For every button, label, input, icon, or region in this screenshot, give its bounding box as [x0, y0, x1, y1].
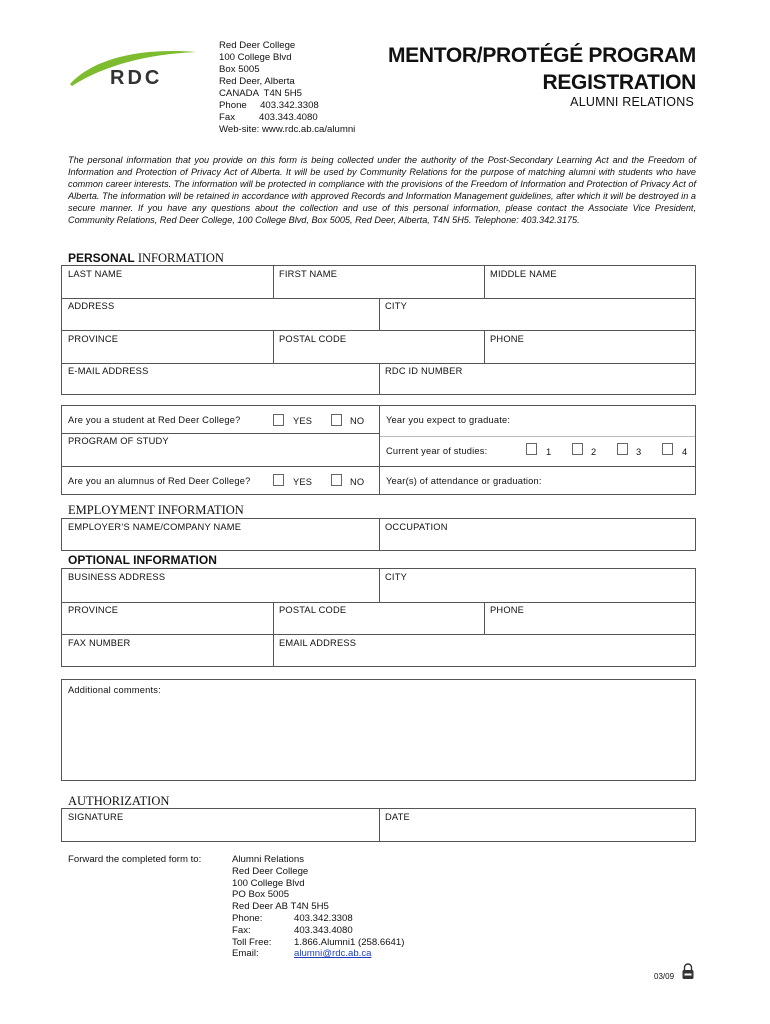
- alumnus-no-checkbox[interactable]: [331, 474, 342, 486]
- postal-code-field[interactable]: POSTAL CODE: [279, 334, 347, 344]
- personal-heading: [68, 251, 224, 266]
- address-line: Fax 403.343.4080: [219, 112, 318, 123]
- forward-email-row: [232, 948, 404, 960]
- year-4-label: 4: [682, 447, 688, 457]
- optional-heading: OPTIONAL INFORMATION: [68, 553, 217, 567]
- student-yes-checkbox[interactable]: [273, 414, 284, 426]
- rdc-id-field[interactable]: RDC ID NUMBER: [385, 366, 463, 376]
- additional-comments-label: Additional comments:: [68, 685, 161, 695]
- forward-address: [232, 854, 404, 960]
- graduation-year-field[interactable]: Year you expect to graduate:: [386, 415, 511, 425]
- year-4-checkbox[interactable]: [662, 443, 673, 455]
- business-city-field[interactable]: CITY: [385, 572, 407, 582]
- forward-email-key: Email:: [232, 948, 259, 960]
- business-address-field[interactable]: BUSINESS ADDRESS: [68, 572, 166, 582]
- forward-fax-value: 403.343.4080: [294, 924, 353, 936]
- optional-info-table: [61, 568, 696, 667]
- address-line: 100 College Blvd: [219, 52, 292, 63]
- year-2-label: 2: [591, 447, 597, 457]
- forward-tollfree-key: Toll Free:: [232, 936, 272, 948]
- forward-line: Alumni Relations: [232, 854, 304, 865]
- address-line: Red Deer, Alberta: [219, 76, 295, 87]
- current-year-question: Current year of studies:: [386, 446, 488, 456]
- forward-line: 100 College Blvd: [232, 877, 305, 889]
- is-alumnus-question: Are you an alumnus of Red Deer College?: [68, 476, 251, 486]
- fax-number-field[interactable]: FAX NUMBER: [68, 638, 131, 648]
- address-line: CANADA T4N 5H5: [219, 88, 302, 99]
- lock-icon: [681, 962, 695, 980]
- form-title: [388, 42, 696, 96]
- year-3-label: 3: [636, 447, 642, 457]
- student-no-label: NO: [350, 416, 365, 426]
- program-of-study-field[interactable]: PROGRAM OF STUDY: [68, 436, 169, 446]
- city-field[interactable]: CITY: [385, 301, 407, 311]
- signature-field[interactable]: SIGNATURE: [68, 812, 124, 822]
- form-subtitle: ALUMNI RELATIONS: [570, 95, 694, 109]
- phone-field[interactable]: PHONE: [490, 334, 525, 344]
- middle-name-field[interactable]: MIDDLE NAME: [490, 269, 557, 279]
- address-line: Phone 403.342.3308: [219, 100, 319, 111]
- additional-comments-box[interactable]: [61, 679, 696, 781]
- forward-line: PO Box 5005: [232, 889, 290, 901]
- college-address: [219, 40, 355, 136]
- is-student-question: Are you a student at Red Deer College?: [68, 415, 241, 425]
- forward-line: Red Deer AB T4N 5H5: [232, 901, 329, 913]
- business-email-field[interactable]: EMAIL ADDRESS: [279, 638, 357, 648]
- year-3-checkbox[interactable]: [617, 443, 628, 455]
- address-line: Box 5005: [219, 64, 260, 75]
- logo-text: RDC: [110, 67, 163, 89]
- alumnus-yes-checkbox[interactable]: [273, 474, 284, 486]
- year-2-checkbox[interactable]: [572, 443, 583, 455]
- alumnus-yes-label: YES: [293, 477, 313, 487]
- forward-label: Forward the completed form to:: [68, 854, 202, 865]
- forward-tollfree-row: [232, 937, 404, 949]
- personal-heading-rest: INFORMATION: [134, 251, 224, 265]
- personal-info-table: [61, 265, 696, 395]
- employment-heading: EMPLOYMENT INFORMATION: [68, 503, 244, 517]
- student-yes-label: YES: [293, 416, 313, 426]
- student-status-table: [61, 405, 696, 495]
- title-line-1: MENTOR/PROTÉGÉ PROGRAM: [387, 44, 696, 67]
- forward-line: Red Deer College: [232, 865, 309, 877]
- form-code: 03/09: [654, 972, 675, 981]
- forward-phone-value: 403.342.3308: [294, 912, 353, 924]
- personal-heading-bold: PERSONAL: [68, 251, 135, 265]
- forward-email-link[interactable]: alumni@rdc.ab.ca: [294, 948, 372, 960]
- address-line: Red Deer College: [219, 40, 296, 51]
- first-name-field[interactable]: FIRST NAME: [279, 269, 338, 279]
- authorization-heading: AUTHORIZATION: [68, 794, 170, 808]
- address-line: Web-site: www.rdc.ab.ca/alumni: [219, 124, 356, 135]
- business-province-field[interactable]: PROVINCE: [68, 605, 119, 615]
- address-field[interactable]: ADDRESS: [68, 301, 115, 311]
- year-1-checkbox[interactable]: [526, 443, 537, 455]
- business-postal-code-field[interactable]: POSTAL CODE: [279, 605, 347, 615]
- forward-phone-row: [232, 913, 404, 925]
- business-phone-field[interactable]: PHONE: [490, 605, 525, 615]
- province-field[interactable]: PROVINCE: [68, 334, 119, 344]
- employment-table: [61, 518, 696, 551]
- employer-name-field[interactable]: EMPLOYER’S NAME/COMPANY NAME: [68, 522, 242, 532]
- email-field[interactable]: E-MAIL ADDRESS: [68, 366, 149, 376]
- forward-fax-key: Fax:: [232, 924, 251, 936]
- occupation-field[interactable]: OCCUPATION: [385, 522, 448, 532]
- alumnus-no-label: NO: [350, 477, 365, 487]
- privacy-notice: The personal information that you provide on this form is being collected under the authority of the Post-Secondary Learning Act and the Freedom of Information and Protection of Privacy Act of Alberta. It will be used by Community Relations for the purpose of matching alumni with students who have common career interests. The information will be protected in compliance with the provisions of the Freedom of Information and Protection of Privacy Act of Alberta. The information will be retained in accordance with approved Records and Information Management guidelines, after which it will be destroyed in a secure manner. If you have any questions about the collection and use of this personal information, please contact the Associate Vice President, Community Relations, Red Deer College, 100 College Blvd, Box 5005, Red Deer, Alberta, T4N 5H5. Telephone: 403.342.3175.: [68, 155, 696, 226]
- attendance-years-field[interactable]: Year(s) of attendance or graduation:: [386, 476, 542, 486]
- title-line-2: REGISTRATION: [542, 71, 696, 94]
- forward-tollfree-value: 1.866.Alumni1 (258.6641): [294, 936, 405, 948]
- forward-phone-key: Phone:: [232, 912, 263, 924]
- forward-fax-row: [232, 925, 404, 937]
- last-name-field[interactable]: LAST NAME: [68, 269, 123, 279]
- date-field[interactable]: DATE: [385, 812, 410, 822]
- year-1-label: 1: [546, 447, 552, 457]
- student-no-checkbox[interactable]: [331, 414, 342, 426]
- rdc-logo: [66, 46, 196, 92]
- authorization-table: [61, 808, 696, 842]
